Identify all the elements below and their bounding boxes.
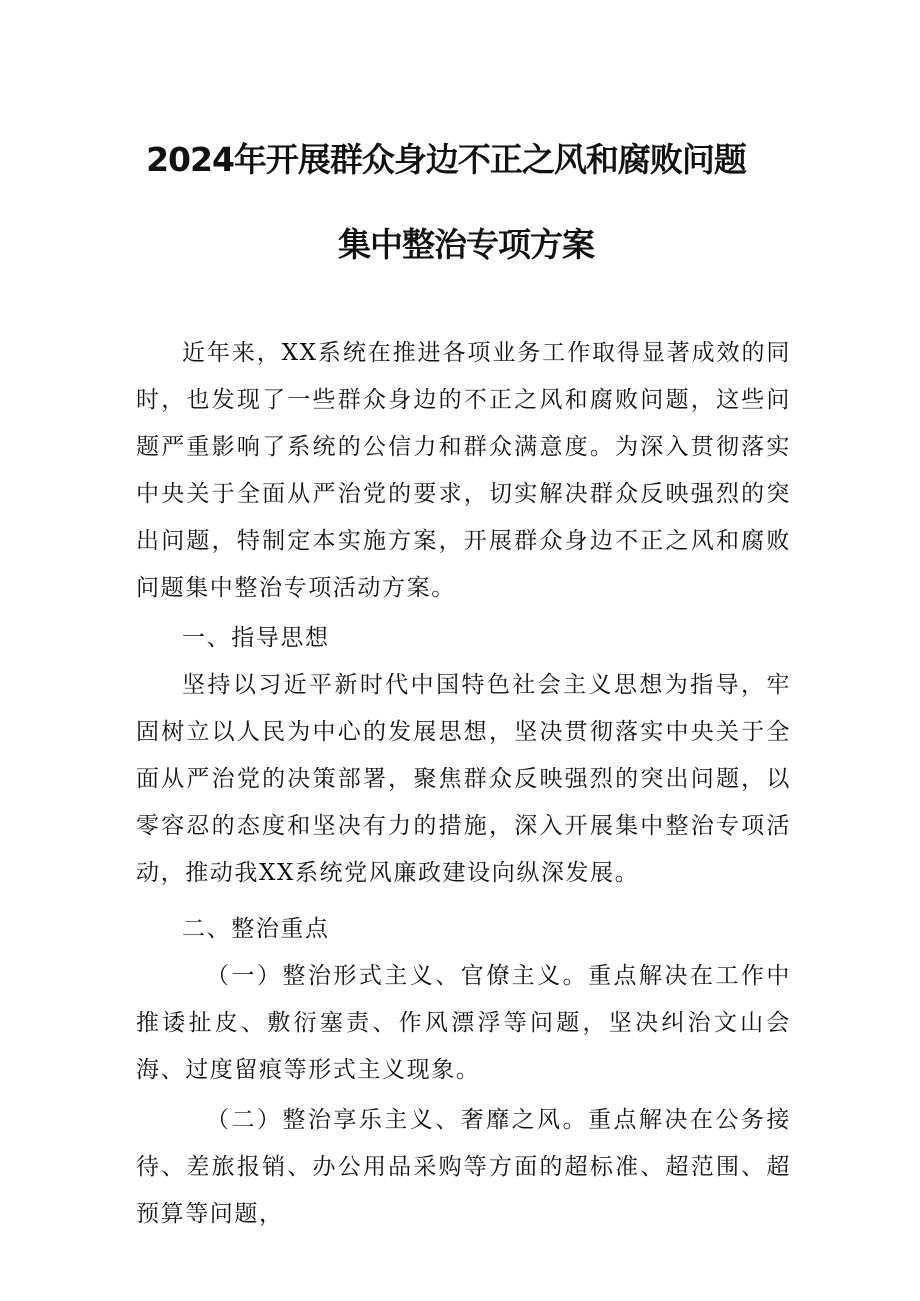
- section-2-item-1: （一）整治形式主义、官僚主义。重点解决在工作中推诿扯皮、敷衍塞责、作风漂浮等问题，坚决纠治文山会海、过度留痕等形式主义现象。: [136, 963, 791, 1083]
- section-2-item-2: （二）整治享乐主义、奢靡之风。重点解决在公务接待、差旅报销、办公用品采购等方面的超标准、超范围、超预算等问题，: [136, 1107, 791, 1227]
- section-2-heading-block: [136, 906, 791, 953]
- section-2-item-1-block: [136, 953, 791, 1094]
- document-title-line-2: 集中整治专项方案: [338, 225, 594, 264]
- section-1-paragraph: 坚持以习近平新时代中国特色社会主义思想为指导，牢固树立以人民为中心的发展思想，坚决贯彻落实中央关于全面从严治党的决策部署，聚焦群众反映强烈的突出问题，以零容忍的态度和坚决有力的措施，深入开展集中整治专项活动，推动我XX系统党风廉政建设向纵深发展。: [136, 672, 791, 886]
- intro-section: [136, 330, 791, 612]
- section-1-body: [136, 662, 791, 897]
- intro-paragraph: 近年来，XX系统在推进各项业务工作取得显著成效的同时，也发现了一些群众身边的不正之风和腐败问题，这些问题严重影响了系统的公信力和群众满意度。为深入贯彻落实中央关于全面从严治党的要求，切实解决群众反映强烈的突出问题，特制定本实施方案，开展群众身边不正之风和腐败问题集中整治专项活动方案。: [136, 340, 791, 601]
- section-1-heading-block: [136, 615, 791, 662]
- section-2-item-2-block: [136, 1097, 791, 1238]
- section-2-heading: 二、整治重点: [182, 916, 330, 942]
- document-title-line-1: 2024年开展群众身边不正之风和腐败问题: [146, 140, 746, 179]
- section-1-heading: 一、指导思想: [182, 625, 330, 651]
